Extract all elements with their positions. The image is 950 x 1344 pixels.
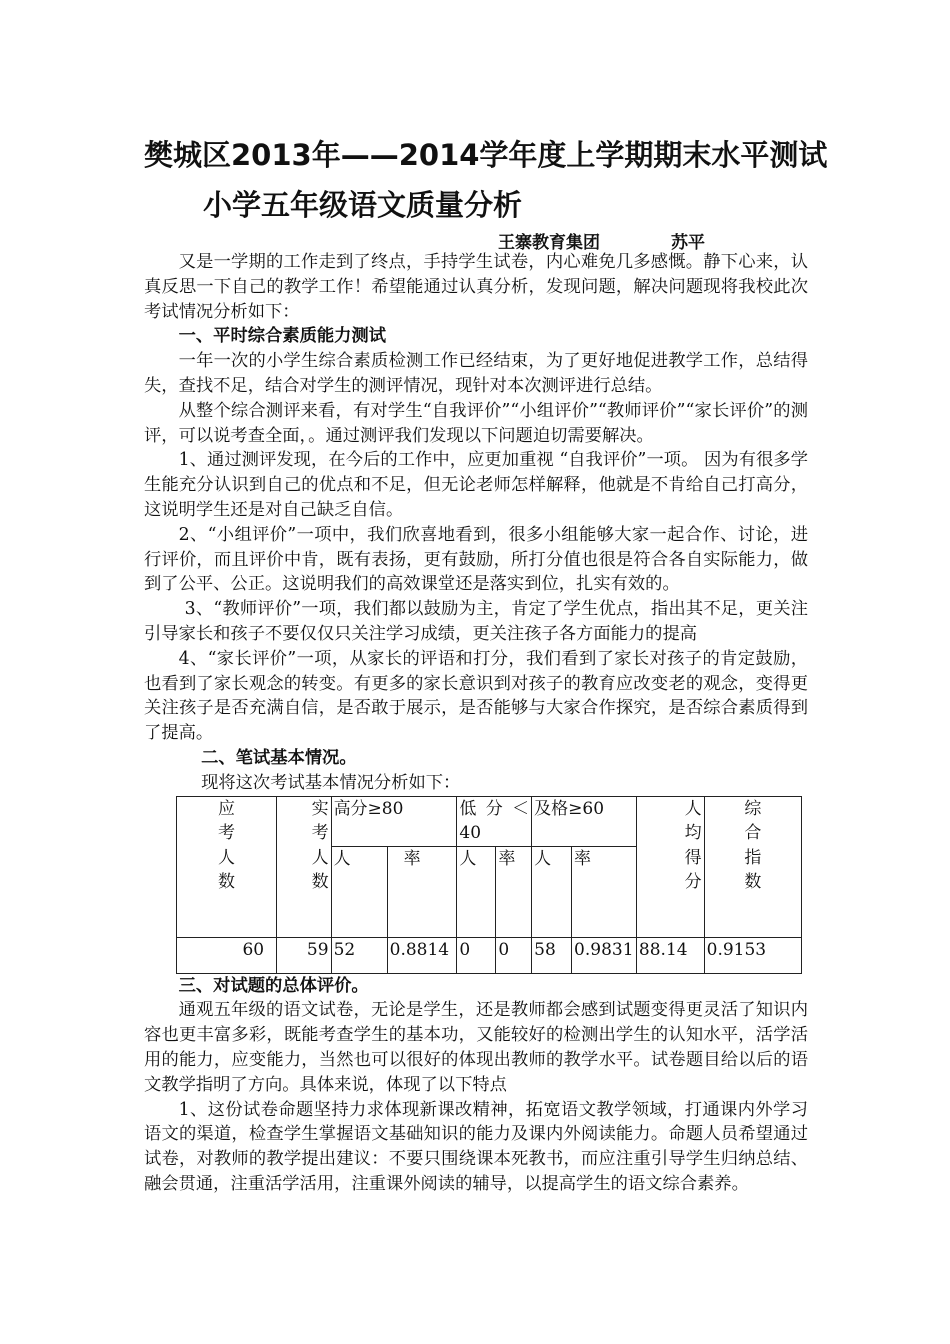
cell-average-score: 88.14 <box>636 937 704 973</box>
cell-composite-index: 0.9153 <box>704 937 801 973</box>
score-table <box>176 796 802 974</box>
cell-actual-count: 59 <box>277 937 331 973</box>
subheader-high-count: 人 <box>331 846 387 937</box>
intro-paragraph: 又是一学期的工作走到了终点，手持学生试卷，内心难免几多感慨。静下心来，认真反思一下自己的教学工作！希望能通过认真分析，发现问题，解决问题现将我校此次考试情况分析如下： <box>144 252 808 322</box>
cell-pass-count: 58 <box>532 937 572 973</box>
header-high-score: 高分≥80 <box>331 796 457 846</box>
cell-high-rate: 0.8814 <box>387 937 457 973</box>
section1-paragraph-3: 1、通过测评发现，在今后的工作中，应更加重视 “自我评价”一项。 因为有很多学生能充分认识到自己的优点和不足，但无论老师怎样解释，他就是不肯给自己打高分，这说明学生还是对自己缺乏自信。 <box>144 450 808 520</box>
cell-low-rate: 0 <box>496 937 532 973</box>
subheader-pass-count: 人 <box>532 846 572 937</box>
section-heading-3: 三、对试题的总体评价。 <box>178 975 369 996</box>
header-low-score: 低分＜40 <box>457 796 532 846</box>
section3-paragraph-2: 1、这份试卷命题坚持力求体现新课改精神，拓宽语文教学领域，打通课内外学习语文的渠道，检查学生掌握语文基础知识的能力及课内外阅读能力。命题人员希望通过试卷，对教师的教学提出建议：不要只围绕课本死教书，而应注重引导学生归纳总结、融会贯通，注重活学活用，注重课外阅读的辅导，以提高学生的语文综合素养。 <box>144 1099 808 1194</box>
section2-lead: 现将这次考试基本情况分析如下： <box>201 772 461 793</box>
subheader-pass-rate: 率 <box>572 846 637 937</box>
header-average-score: 人 均 得 分 <box>636 796 704 937</box>
section1-paragraph-1: 一年一次的小学生综合素质检测工作已经结束，为了更好地促进教学工作，总结得失，查找不足，结合对学生的测评情况，现针对本次测评进行总结。 <box>144 351 808 396</box>
section1-paragraph-4: 2、“小组评价”一项中，我们欣喜地看到，很多小组能够大家一起合作、讨论，进行评价，而且评价中肯，既有表扬，更有鼓励，所打分值也很是符合各自实际能力，做到了公平、公正。这说明我们的高效课堂还是落实到位，扎实有效的。 <box>144 524 808 595</box>
subheader-high-rate: 率 <box>387 846 457 937</box>
header-pass: 及格≥60 <box>532 796 637 846</box>
subheader-low-rate: 率 <box>496 846 532 937</box>
section1-paragraph-2: 从整个综合测评来看，有对学生“自我评价”“小组评价”“教师评价”“家长评价”的测评，可以说考查全面，。通过测评我们发现以下问题迫切需要解决。 <box>144 400 808 446</box>
author-line: 王寨教育集团 苏平 <box>498 233 706 253</box>
document-subtitle: 小学五年级语文质量分析 <box>203 188 523 222</box>
section3-paragraph-1: 通观五年级的语文试卷，无论是学生，还是教师都会感到试题变得更灵活了知识内容也更丰富多彩，既能考查学生的基本功，又能较好的检测出学生的认知水平，活学活用的能力，应变能力，当然也可以很好的体现出教师的教学水平。试卷题目给以后的语文教学指明了方向。具体来说，体现了以下特点 <box>144 1000 808 1095</box>
document-title: 樊城区2013年——2014学年度上学期期末水平测试 <box>144 138 828 172</box>
header-expected-count: 应 考 人 数 <box>177 796 277 937</box>
section1-paragraph-6: 4、“家长评价”一项，从家长的评语和打分，我们看到了家长对孩子的肯定鼓励，也看到了家长观念的转变。有更多的家长意识到对孩子的教育应改变老的观念，变得更关注孩子是否充满自信，是否敢于展示，是否能够与大家合作探究，是否综合素质得到了提高。 <box>144 648 808 744</box>
document-body <box>144 250 808 1197</box>
cell-pass-rate: 0.9831 <box>572 937 637 973</box>
cell-high-count: 52 <box>331 937 387 973</box>
cell-expected-count: 60 <box>177 937 277 973</box>
cell-low-count: 0 <box>457 937 496 973</box>
header-actual-count: 实 考 人 数 <box>277 796 331 937</box>
section-heading-2: 二、笔试基本情况。 <box>201 747 357 768</box>
section-heading-1: 一、平时综合素质能力测试 <box>178 326 386 347</box>
subheader-low-count: 人 <box>457 846 496 937</box>
header-composite-index: 综 合 指 数 <box>704 796 801 937</box>
section1-paragraph-5: 3、“教师评价”一项，我们都以鼓励为主，肯定了学生优点，指出其不足，更关注引导家长和孩子不要仅仅只关注学习成绩，更关注孩子各方面能力的提高 <box>144 599 808 644</box>
